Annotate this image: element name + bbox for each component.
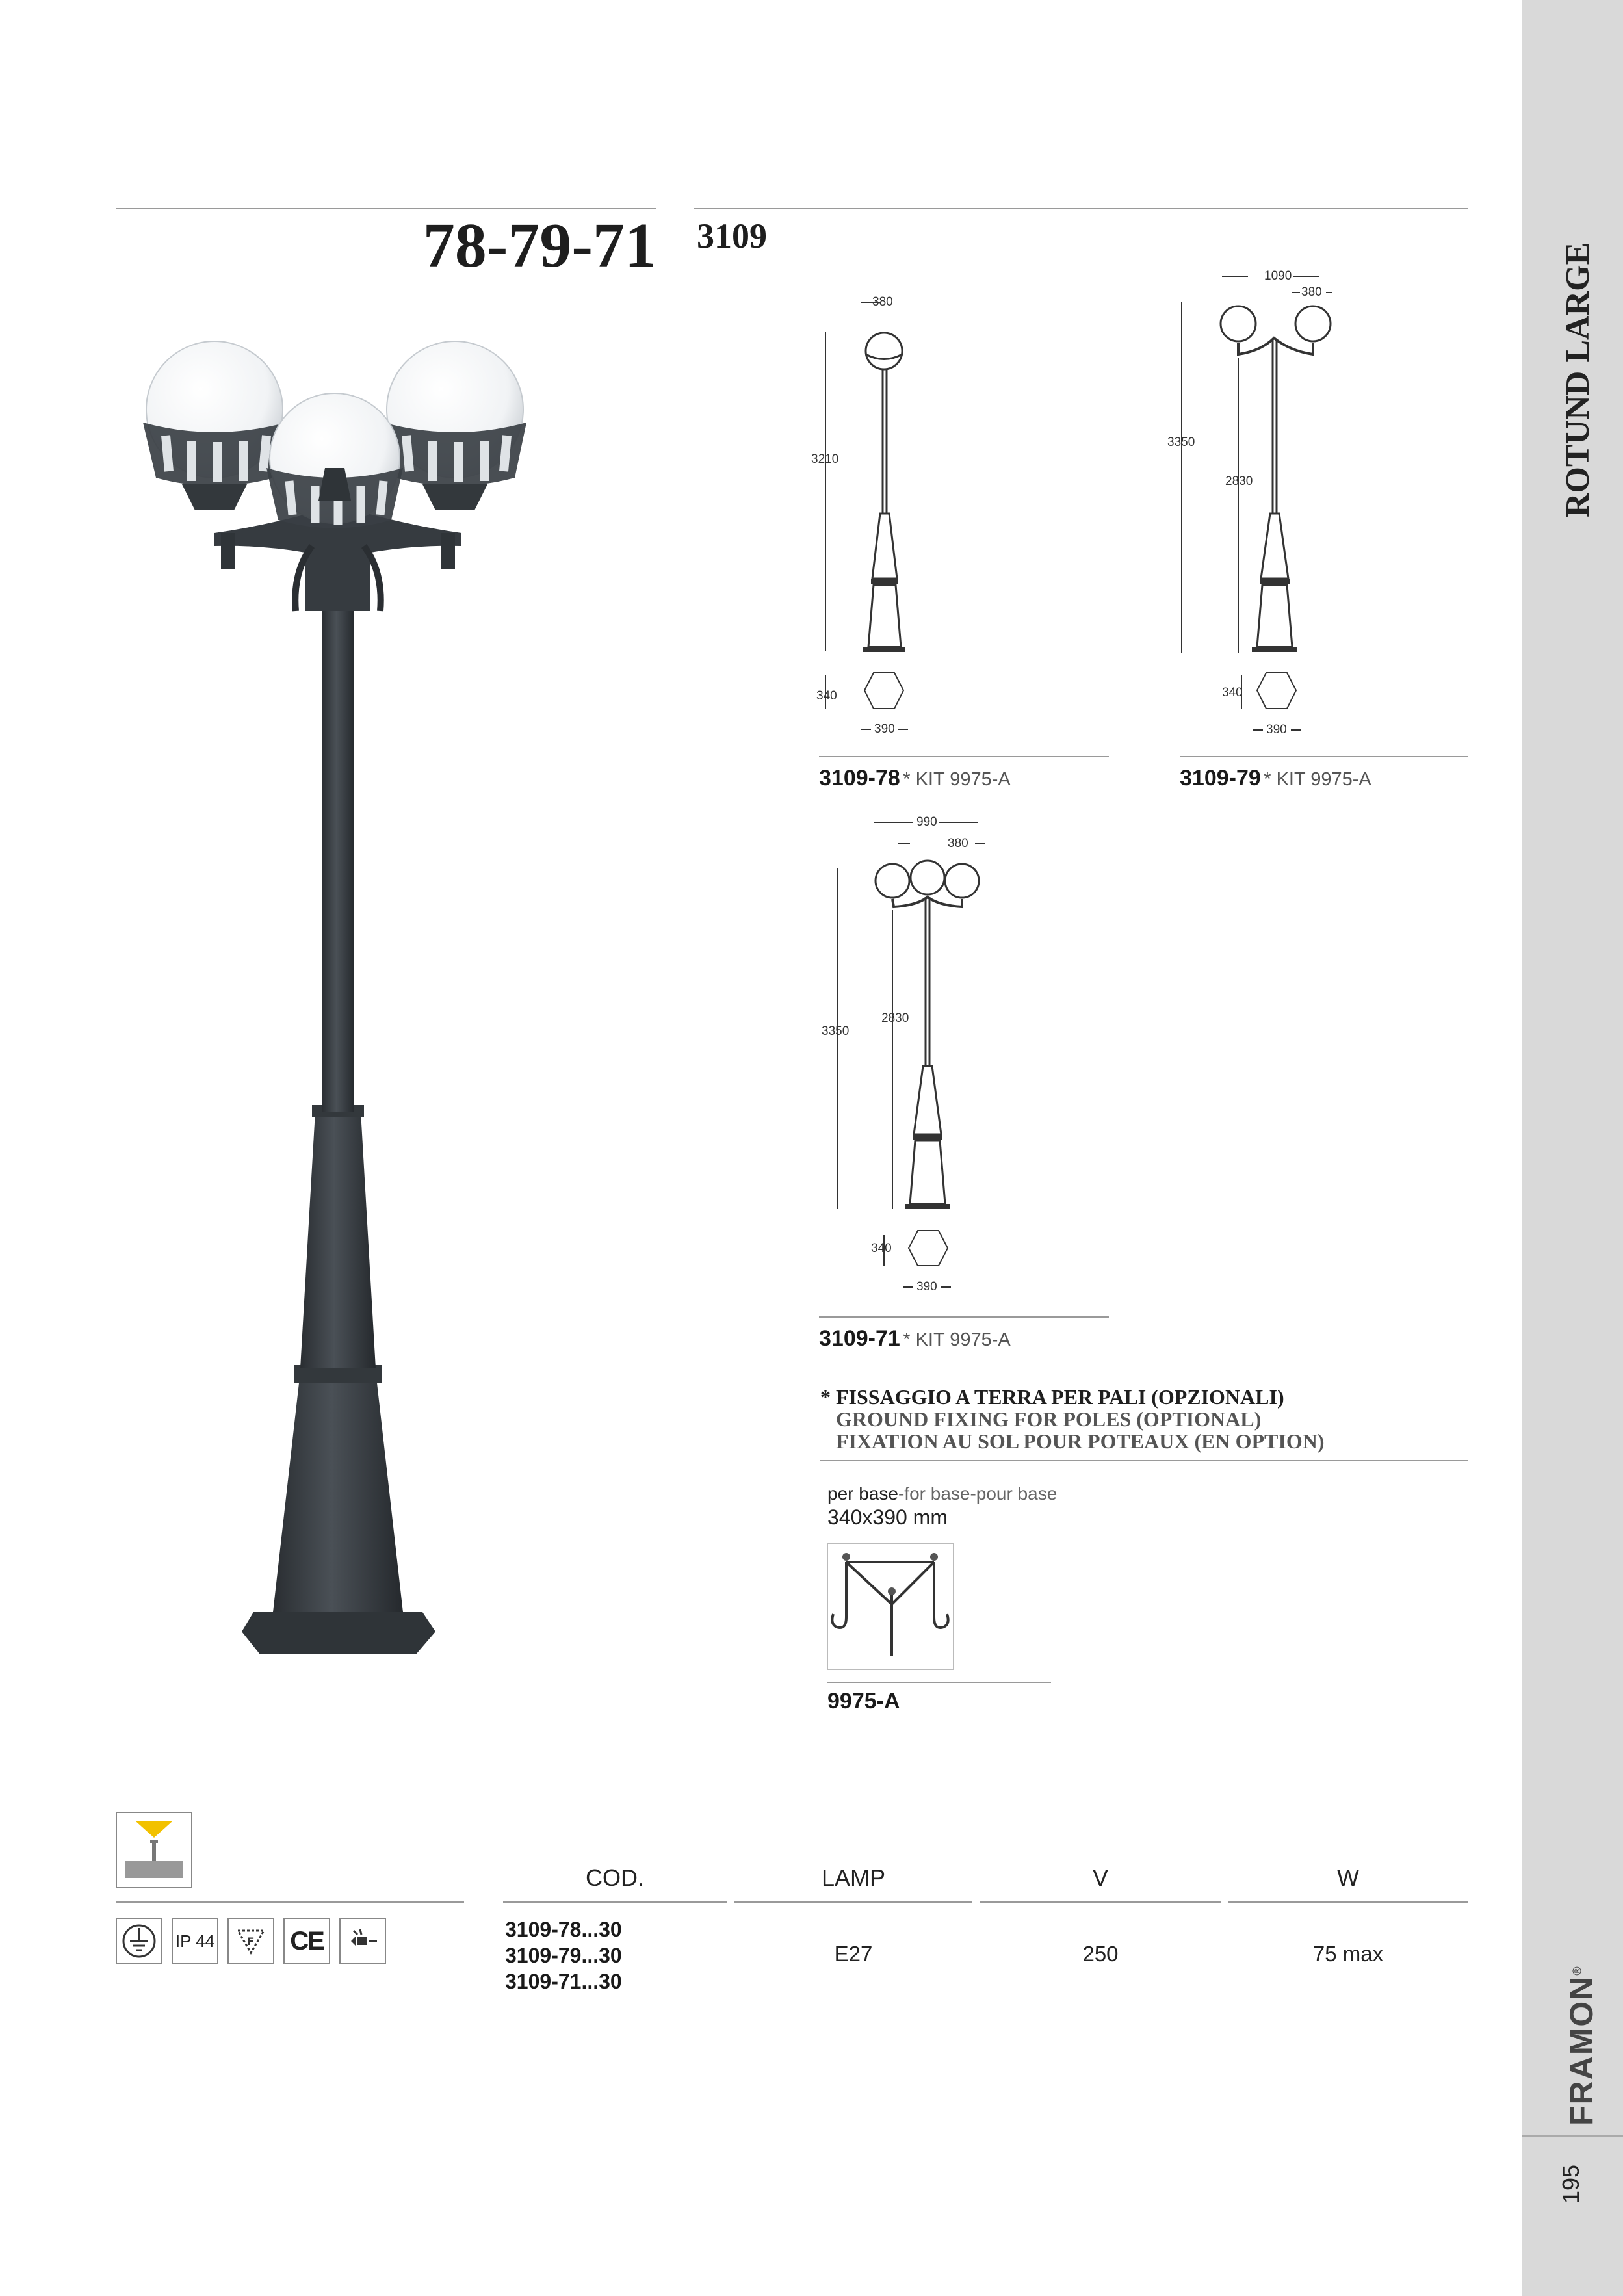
table-rule-lamp (734, 1901, 972, 1903)
svg-text:F: F (247, 1935, 255, 1948)
note-french: FIXATION AU SOL POUR POTEAUX (EN OPTION) (836, 1429, 1325, 1453)
product-label-3109-71 (819, 1326, 1011, 1351)
note-italian: * FISSAGGIO A TERRA PER PALI (OPZIONALI) (820, 1385, 1284, 1409)
dim-3109-79-height-total: 3350 (1167, 436, 1195, 449)
kit-anchor-image (827, 1543, 954, 1670)
kit-rule (827, 1682, 1051, 1683)
ce-mark-badge (283, 1918, 330, 1964)
table-header-w: W (1337, 1864, 1359, 1891)
product-rule-3109-71 (819, 1316, 1109, 1318)
dim-3109-79-base-width: 390 (1266, 723, 1287, 737)
dim-3109-78-height: 3210 (811, 452, 839, 466)
page-number: 195 (1557, 2164, 1584, 2204)
dim-3109-79-height-pole: 2830 (1225, 475, 1253, 488)
icons-rule (116, 1901, 464, 1903)
kit-label (827, 1483, 1057, 1504)
drawing-3109-79 (1170, 267, 1339, 741)
product-photo-3109-71 (130, 338, 546, 1671)
pole-lower (273, 1372, 403, 1612)
brand-name: FRAMON (1563, 1975, 1600, 2126)
ip-rating-text: IP 44 (175, 1931, 215, 1951)
product-label-3109-79 (1180, 766, 1371, 791)
dim-3109-71-height-pole: 2830 (881, 1011, 909, 1025)
table-cell-voltage: 250 (1082, 1942, 1119, 1966)
table-header-v: V (1092, 1864, 1108, 1891)
collection-name: ROTUND LARGE (1559, 242, 1596, 517)
f-mark-icon (227, 1918, 274, 1964)
ground-fixing-note (820, 1386, 1324, 1452)
header-rule-right (694, 208, 1468, 209)
dim-3109-71-total-width: 990 (916, 815, 937, 829)
lamp-arms (214, 514, 461, 611)
dim-3109-79-total-width: 1090 (1264, 269, 1292, 283)
ce-mark-text: CE (290, 1926, 324, 1955)
code-row: 3109-79...30 (505, 1944, 622, 1967)
table-rule-v (980, 1901, 1221, 1903)
dim-3109-71-height-total: 3350 (822, 1024, 850, 1038)
note-rule (820, 1460, 1468, 1461)
ground-icon (116, 1918, 162, 1964)
code-row: 3109-78...30 (505, 1918, 622, 1941)
product-kit: * KIT 9975-A (903, 769, 1011, 790)
drawing-3109-78 (806, 293, 936, 748)
ip-rating-badge (172, 1918, 218, 1964)
page-title-family: 3109 (697, 216, 767, 255)
dim-3109-78-base-width: 390 (874, 722, 895, 736)
table-header-lamp: LAMP (821, 1864, 886, 1891)
table-cell-codes (505, 1916, 622, 1994)
table-cell-lamp: E27 (834, 1942, 873, 1966)
dim-3109-71-base-depth: 340 (871, 1242, 892, 1255)
table-header-cod: COD. (586, 1864, 644, 1891)
kit-label-italian: per base (827, 1483, 898, 1504)
ground-install-icon (116, 1812, 192, 1888)
table-rule-w (1228, 1901, 1468, 1903)
brand-mark: ® (1570, 1965, 1584, 1976)
dim-3109-71-base-width: 390 (916, 1280, 937, 1294)
dim-3109-79-base-depth: 340 (1222, 686, 1243, 699)
pole-base (242, 1612, 435, 1654)
brand-logo (1563, 1965, 1600, 2126)
product-label-3109-78 (819, 766, 1011, 791)
kit-size: 340x390 mm (827, 1506, 948, 1529)
table-rule-cod (503, 1901, 727, 1903)
kit-label-translations: -for base-pour base (898, 1483, 1058, 1504)
product-code: 3109-78 (819, 766, 900, 790)
kit-code: 9975-A (827, 1689, 900, 1714)
dim-3109-78-head-width: 380 (872, 295, 893, 309)
led-compatible-icon (339, 1918, 386, 1964)
sidebar-divider (1522, 2135, 1623, 2137)
code-row: 3109-71...30 (505, 1970, 622, 1993)
sidebar (1522, 0, 1623, 2296)
product-code: 3109-79 (1180, 766, 1261, 790)
dim-3109-79-head-width: 380 (1301, 285, 1322, 299)
product-kit: * KIT 9975-A (1264, 769, 1371, 790)
product-code: 3109-71 (819, 1326, 900, 1351)
pole-mid (300, 1112, 376, 1368)
note-english: GROUND FIXING FOR POLES (OPTIONAL) (836, 1407, 1262, 1431)
dim-3109-71-head-width: 380 (948, 837, 968, 850)
product-rule-3109-79 (1180, 756, 1468, 757)
table-cell-wattage: 75 max (1312, 1942, 1384, 1966)
pole-upper (322, 611, 354, 1112)
page-title-series: 78-79-71 (422, 211, 656, 281)
drawing-3109-71 (825, 816, 994, 1297)
product-rule-3109-78 (819, 756, 1109, 757)
product-kit: * KIT 9975-A (903, 1329, 1011, 1350)
dim-3109-78-base-depth: 340 (816, 689, 837, 703)
